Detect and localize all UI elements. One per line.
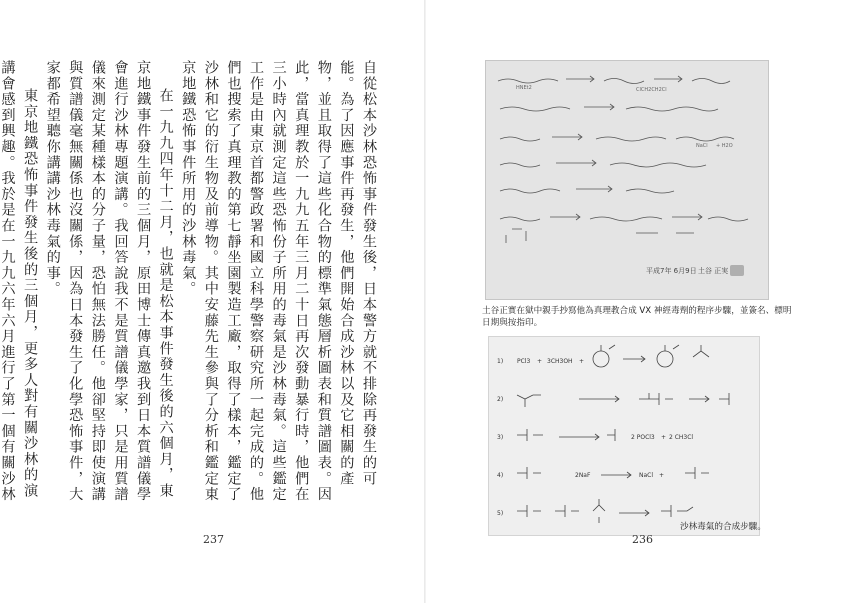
step-5-number: 5)	[497, 510, 504, 517]
svg-text:NaCl: NaCl	[696, 143, 708, 149]
signature-name: 土谷 正実	[698, 267, 729, 275]
product-plus-2: +	[659, 472, 665, 479]
svg-text:+ H2O: + H2O	[716, 143, 733, 149]
handwritten-scheme-drawing	[486, 61, 768, 299]
reagent-naf: 2NaF	[575, 472, 591, 479]
paragraph-1: 自從松本沙林恐怖事件發生後，日本警方就不排除再發生的可能。為了因應事件再發生，他們開始合成沙林以及它相關的產物，並且取得了這些化合物的標準氣態層析圖表和質譜圖表。因此，當真理教於一九九五年三月二十日再次發動暴行時，他們在三小時內就測定這些恐怖份子所用的毒氣是沙林毒氣。這些鑑定工作是由東京首都警政署和國立科學警察研究所一起完成的。他們也搜索了真理教的第七靜坐園製造工廠，取得了樣本，鑑定了沙林和它的衍生物及前導物。其中安藤先生參與了分析和鑑定東京地鐵恐怖事件所用的沙林毒氣。	[180, 60, 377, 503]
paragraph-3: 東京地鐵恐怖事件發生後的三個月，更多人對有關沙林的演講會感到興趣。我於是在一九九六年六月進行了第一個有關沙林	[0, 60, 39, 503]
step-4-number: 4)	[497, 472, 504, 479]
product-nacl: NaCl	[639, 472, 654, 479]
reagent-methanol: 3CH3OH	[547, 358, 573, 365]
reagent-plus-2: +	[579, 358, 585, 365]
reagent-plus-1: +	[537, 358, 543, 365]
book-gutter	[424, 0, 426, 603]
step-2-number: 2)	[497, 396, 504, 403]
step-1-number: 1)	[497, 358, 504, 365]
paragraph-2: 在一九九四年十二月，也就是松本事件發生後的六個月，東京地鐵事件發生前的三個月，原田博士傳真邀我到日本質譜儀學會進行沙林專題演講。我回答說我不是質譜儀學家，只是用質譜儀來測定某種樣本的分子量，恐怕無法勝任。他卻堅持即使演講與質譜儀毫無關係也沒關係，因為日本發生了化學恐怖事件，大家都希望聽你講講沙林毒氣的事。	[44, 60, 174, 503]
scheme-drawing	[489, 337, 759, 535]
step-3-number: 3)	[497, 434, 504, 441]
svg-text:HNEt2: HNEt2	[516, 85, 532, 91]
page-number-237: 237	[203, 533, 224, 546]
sarin-synthesis-scheme-image	[488, 336, 760, 536]
product-ch3cl: 2 CH3Cl	[669, 434, 694, 441]
figure-2-caption: 沙林毒氣的合成步驟。	[680, 522, 766, 532]
handwritten-vx-synthesis-image	[485, 60, 769, 300]
figure-1-caption: 土谷正實在獄中親手抄寫他為真理教合成 VX 神經毒劑的程序步驟，並簽名、標明日期與按指印。	[482, 306, 792, 328]
reagent-pcl3: PCl3	[517, 358, 531, 365]
product-plus: +	[661, 434, 667, 441]
page-number-236: 236	[632, 533, 653, 546]
fingerprint-stamp	[730, 265, 744, 276]
product-pocl3: 2 POCl3	[631, 434, 655, 441]
svg-text:ClCH2CH2Cl: ClCH2CH2Cl	[636, 87, 667, 93]
signature-date: 平成7年 6月9日	[646, 267, 697, 275]
body-text	[0, 60, 380, 512]
